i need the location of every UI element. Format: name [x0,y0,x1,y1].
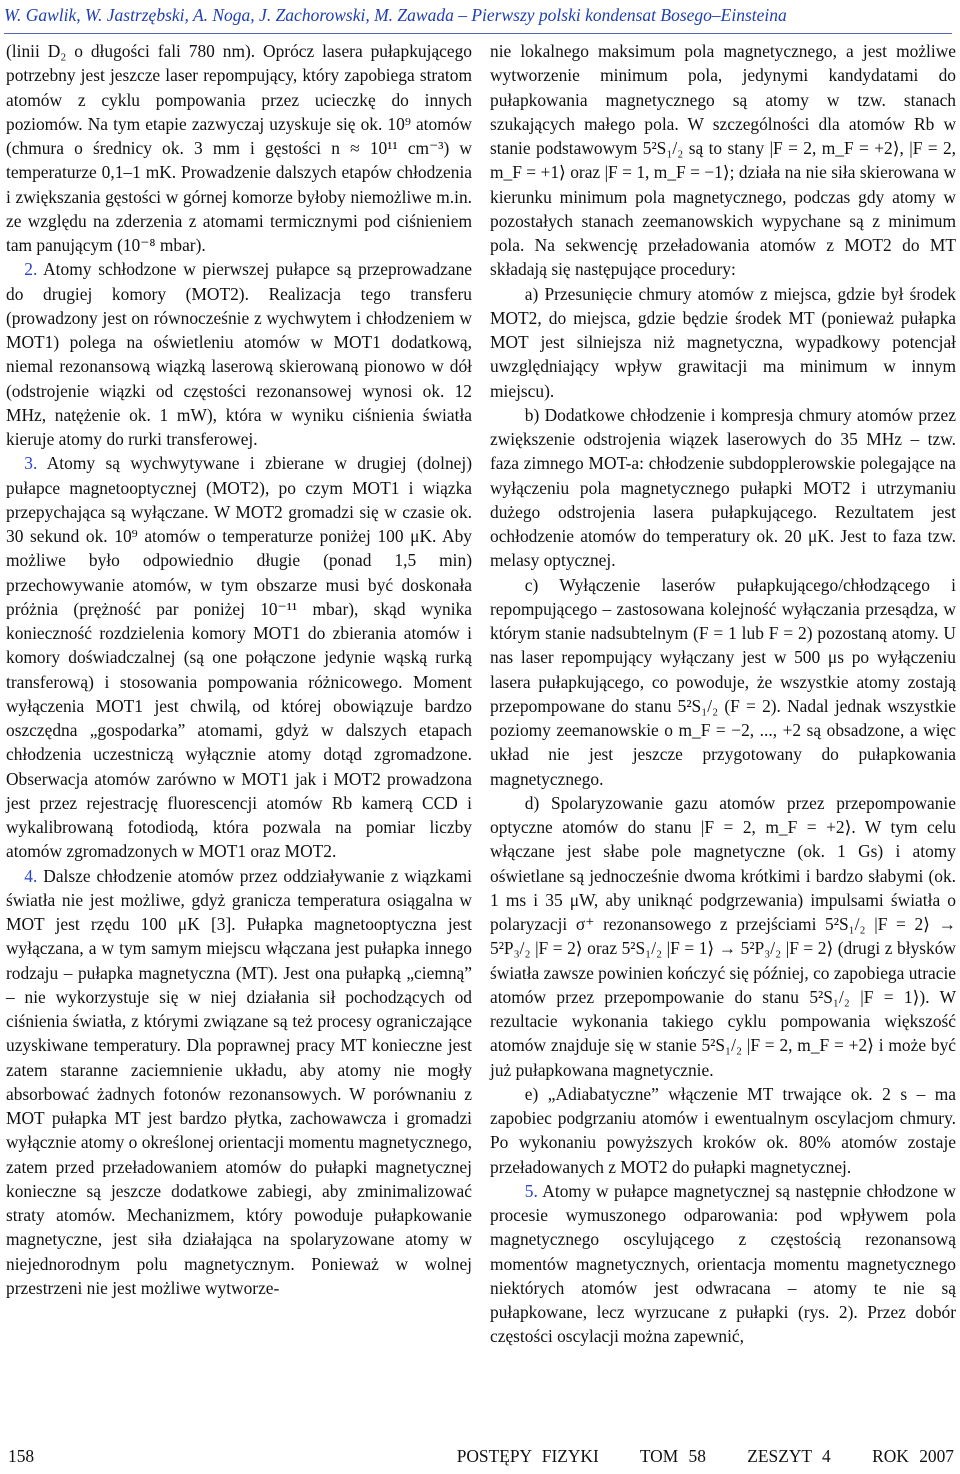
step-number: 4. [24,865,38,886]
procedure-e: e) „Adiabatyczne” włączenie MT trwające ok. 2 s – ma zapobiec podgrzaniu atomów i ewentualnym oscylacjom chmury. Po wykonaniu powyższych kroków ok. 80% atomów zostaje przeładowanych z MOT2 do pułapki magnetycznej. [490,1083,956,1177]
paragraph: (linii D₂ o długości fali 780 nm). Oprócz lasera pułapkującego potrzebny jest jeszcze laser repompujący, który zapobiega stratom atomów z cyklu pompowania przez ucieczkę do innych poziomów. Na tym etapie zazwyczaj uzyskuje się ok. 10⁹ atomów (chmura o średnicy ok. 3 mm i gęstości n ≈ 10¹¹ cm⁻³) w temperaturze 0,1–1 mK. Prowadzenie dalszych etapów chłodzenia i zwiększania gęstości w górnej komorze byłoby niemożliwe m.in. ze względu na zderzenia z atomami termicznymi pod ciśnieniem tam panującym (10⁻⁸ mbar). [6,41,472,255]
step-number: 3. [24,453,38,474]
step-number: 5. [524,1180,538,1201]
paragraph-text: Dalsze chłodzenie atomów przez oddziaływanie z wiązkami światła nie jest możliwe, gdyż granicza temperatura osiągalna w MOT jest rzędu 100 μK [3]. Pułapka magnetooptyczna jest wyłączana, a w tym samym miejscu włączana jest pułapka innego rodzaju – pułapka magnetyczna (MT). Jest ona pułapką „ciemną” – nie wykorzystuje się w niej działania sił pochodzących od ciśnienia światła, z którymi związane są też procesy ograniczające uzyskiwane temperatury. Dla poprawnej pracy MT konieczne jest zatem staranne zaciemnienie układu, aby atomy nie mogły absorbować żadnych fotonów rezonansowych. W porównaniu z MOT pułapka MT jest bardzo płytka, zachowawcza i gromadzi wyłącznie atomy o określonej orientacji momentu magnetycznego, zatem przed przeładowaniem atomów do pułapki magnetycznej konieczne są jeszcze dodatkowe zabiegi, aby zminimalizować straty atomów. Mechanizmem, który powoduje pułapkowanie magnetyczne, jest siła działająca na spolaryzowane atomy w niejednorodnym polu magnetycznym. Ponieważ w wolnej przestrzeni nie jest możliwe wytworze- [6,865,473,1298]
paragraph: nie lokalnego maksimum pola magnetycznego, a jest możliwe wytworzenie minimum pola, jedynymi kandydatami do pułapkowania magnetycznego są atomy w tzw. stanach szukających małego pola. W szczególności dla atomów Rb w stanie podstawowym 5²S₁/₂ są to stany |F = 2, m_F = +2⟩, |F = 2, m_F = +1⟩ oraz |F = 1, m_F = −1⟩; działa na nie siła skierowana w kierunku minimum pola magnetycznego, podczas gdy atomy w pozostałych stanach zeemanowskich wypychane są z minimum pola. Na sekwencję przeładowania atomów z MOT2 do MT składają się następujące procedury: [490,41,956,280]
procedure-c: c) Wyłączenie laserów pułapkującego/chłodzącego i repompującego – zastosowana kolejność wyłączania przesądza, w którym stanie nadsubtelnym (F = 1 lub F = 2) pozostaną atomy. U nas laser repompujący wyłączany jest w 500 μs po wyłączeniu lasera pułapkującego, co powoduje, że wszystkie atomy zostają przepompowane do stanu 5²S₁/₂ (F = 2). Nadal jednak wszystkie poziomy zeemanowskie o m_F = −2, ..., +2 są obsadzone, a więc układ nie jest jeszcze przygotowany do pułapkowania magnetycznego. [490,574,956,789]
journal-info: POSTĘPY FIZYKI TOM 58 ZESZYT 4 ROK 2007 [456,1446,954,1466]
right-column [490,39,956,1349]
paragraph-text: Atomy w pułapce magnetycznej są następnie chłodzone w procesie wymuszonego odparowania: pod wpływem pola magnetycznego oscylującego z częstością rezonansową momentów magnetycznych, orientacja momentu magnetycznego niektórych atomów jest odwracana – atomy te nie są pułapkowane, lecz wyrzucane z pułapki (rys. 2). Przez dobór częstości oscylacji można zapewnić, [490,1180,956,1347]
procedure-b: b) Dodatkowe chłodzenie i kompresja chmury atomów przez zwiększenie odstrojenia wiązek laserowych do 35 MHz – tzw. faza zimnego MOT-a: chłodzenie subdopplerowskie polegające na wyłączeniu pola magnetycznego pułapki MOT2 i utrzymaniu dużego odstrojenia lasera pułapkującego. Rezultatem jest ochłodzenie atomów do temperatury ok. 20 μK. Jest to faza tzw. melasy optycznej. [490,404,956,571]
paragraph-step-2 [6,257,472,451]
paragraph-step-4 [6,864,472,1301]
left-column [6,39,472,1300]
paragraph-text: Atomy schłodzone w pierwszej pułapce są przeprowadzane do drugiej komory (MOT2). Realizacja tego transferu (prowadzony jest on równocześnie z wychwytem i chłodzeniem w MOT1) polega na oświetleniu atomów w MOT1 dodatkową, niemal rezonansową wiązką laserową skierowaną pionowo w dół (odstrojenie wiązki od częstości rezonansowej wynosi ok. 12 MHz, natężenie ok. 1 mW), która w wyniku ciśnienia światła kieruje atomy do rurki transferowej. [6,259,472,449]
header-rule [4,33,952,34]
procedure-a: a) Przesunięcie chmury atomów z miejsca, gdzie był środek MOT2, do miejsca, gdzie będzie środek MT (ponieważ pułapka MOT jest silniejsza niż magnetyczna, wypadkowy potencjał uwzględniający wpływ grawitacji ma minimum w innym miejscu). [490,283,956,401]
procedure-d: d) Spolaryzowanie gazu atomów przez przepompowanie optyczne atomów do stanu |F = 2, m_F = +2⟩. W tym celu włączane jest słabe pole magnetyczne (ok. 1 Gs) i atomy oświetlane są jednocześnie dwoma krótkimi i bardzo słabymi (ok. 1 ms i 35 μW, aby uniknąć podgrzewania) impulsami światła o polaryzacji σ⁺ rezonansowego z przejściami 5²S₁/₂ |F = 2⟩ → 5²P₃/₂ |F = 2⟩ oraz 5²S₁/₂ |F = 1⟩ → 5²P₃/₂ |F = 2⟩ (drugi z błysków światła zawsze powinien kończyć się później, co zapobiega utracie atomów przez przepompowanie do stanu 5²S₁/₂ |F = 1⟩). W rezultacie wykonania takiego cyklu pompowania większość atomów znajduje się w stanie 5²S₁/₂ |F = 2, m_F = +2⟩ i może być już pułapkowana magnetycznie. [490,792,956,1080]
page-number: 158 [8,1446,35,1466]
paragraph-step-5 [490,1179,956,1349]
step-number: 2. [24,259,38,280]
page-footer [8,1444,954,1468]
paragraph-step-3 [6,451,472,863]
paragraph-text: Atomy są wychwytywane i zbierane w drugiej (dolnej) pułapce magnetooptycznej (MOT2), po czym MOT1 i wiązka przepychająca są wyłączane. W MOT2 gromadzi się w czasie ok. 30 sekund ok. 10⁹ atomów o temperaturze poniżej 100 μK. Aby możliwe było odpowiednio długie (ponad 1,5 min) przechowywanie atomów, w tym obszarze musi być doskonała próżnia (prężność par poniżej 10⁻¹¹ mbar), skąd wynika konieczność rozdzielenia komory MOT1 do zbierania atomów i komory doświadczalnej (są one połączone jedynie wąską rurką transferową) i stosowania pompowania różnicowego. Moment wyłączenia MOT1 jest chwilą, od której obowiązuje bardzo oszczędna „gospodarka” atomami, gdyż w dalszych etapach chłodzenia uczestniczą wyłącznie atomy dotąd zgromadzone. Obserwacja atomów zarówno w MOT1 jak i MOT2 prowadzona jest przez rejestrację fluorescencji atomów Rb kamerą CCD i wykalibrowaną fotodiodą, która pozwala na pomiar liczby atomów zgromadzonych w MOT1 oraz MOT2. [6,453,472,862]
running-header: W. Gawlik, W. Jastrzębski, A. Noga, J. Zachorowski, M. Zawada – Pierwszy polski kondensat Bosego–Einsteina [4,5,787,25]
